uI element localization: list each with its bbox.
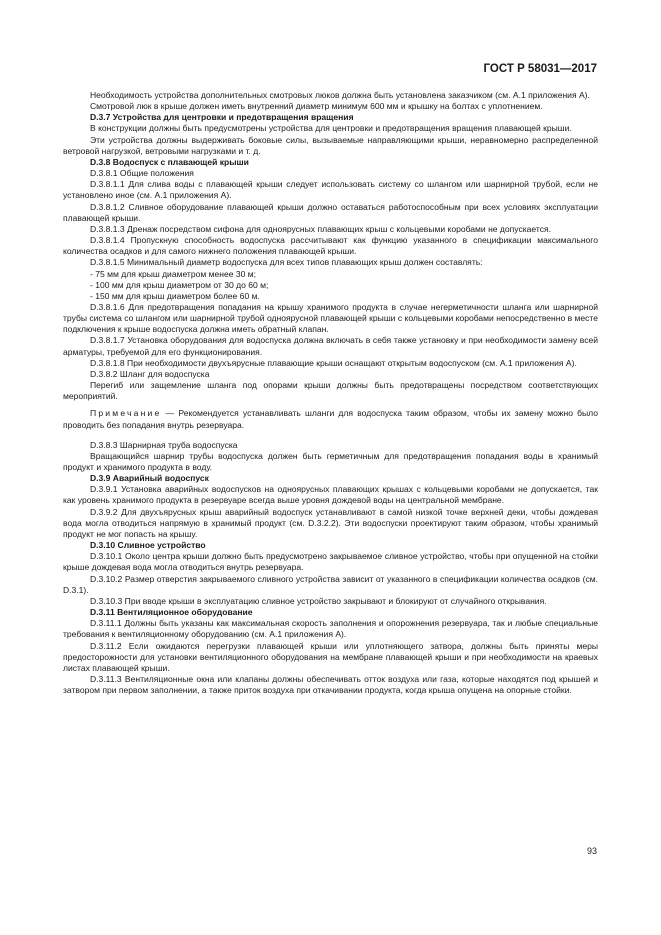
paragraph: D.3.11.3 Вентиляционные окна или клапаны должны обеспечивать отток воздуха или газа, которые находятся под крышей и затвором при первом заполнении, а также приток воздуха при откачивании продукта, когда крыша опущена на опорные стойки. [63, 673, 598, 696]
paragraph: D.3.8.1.8 При необходимости двухъярусные плавающие крыши оснащают открытым водоспуском (см. А.1 приложения А). [90, 357, 577, 368]
subsection-heading: D.3.8.3 Шарнирная труба водоспуска [90, 439, 238, 450]
note [63, 408, 598, 430]
paragraph: Вращающийся шарнир трубы водоспуска должен быть герметичным для предотвращения попадания воды в хранимый продукт и хранимого продукта в воду. [63, 450, 598, 472]
paragraph: D.3.8.1.7 Установка оборудования для водоспуска должна включать в себя также установку и при необходимости замену всей арматуры, требуемой для его функционирования. [63, 335, 598, 357]
paragraph: D.3.8.1.3 Дренаж посредством сифона для одноярусных плавающих крыш с кольцевыми коробами не допускается. [90, 223, 551, 234]
list-item: - 75 мм для крыш диаметром менее 30 м; [90, 268, 256, 279]
section-heading: D.3.11 Вентиляционное оборудование [90, 607, 253, 618]
paragraph: D.3.10.1 Около центра крыши должно быть предусмотрено закрываемое сливное устройство, чтобы при опущенной на стойки крыше дождевая вода могла отводиться внутрь резервуара. [63, 551, 598, 573]
paragraph: Эти устройства должны выдерживать боковые силы, вызываемые направляющими крыши, неравномерно распределенной ветровой нагрузкой, ветровыми нагрузками и т. д. [63, 134, 598, 156]
paragraph: D.3.8.1.4 Пропускную способность водоспуска рассчитывают как функцию указанного в спецификации максимального количества осадков и для самого нижнего положения плавающей крыши. [63, 235, 598, 257]
list-item: - 100 мм для крыш диаметром от 30 до 60 м; [90, 279, 269, 290]
subsection-heading: D.3.8.1 Общие положения [90, 168, 194, 179]
section-heading: D.3.8 Водоспуск с плавающей крыши [90, 156, 249, 167]
section-heading: D.3.7 Устройства для центровки и предотвращения вращения [90, 112, 354, 123]
paragraph: D.3.8.1.6 Для предотвращения попадания на крышу хранимого продукта в случае негерметичности шланга или шарнирной трубы система со шлангом или шарнирной трубой одноярусной плавающей крыши с кольцевыми коробами непосредственно в месте подключения к крыше водоспуска должна иметь обратный клапан. [63, 301, 598, 335]
paragraph: D.3.8.1.5 Минимальный диаметр водоспуска для всех типов плавающих крыш должен составлять: [90, 257, 483, 268]
paragraph: D.3.9.1 Установка аварийных водоспусков на одноярусных плавающих крышах с кольцевыми коробами не допускается, так как уровень хранимого продукта в резервуаре всегда выше уровня дождевой воды на центральной мембране. [63, 484, 598, 506]
paragraph: Перегиб или защемление шланга под опорами крыши должны быть предотвращены посредством соответствующих мероприятий. [63, 380, 598, 402]
paragraph: D.3.8.1.1 Для слива воды с плавающей крыши следует использовать систему со шлангом или шарнирной трубой, если не установлено иное (см. А.1 приложения А). [63, 179, 598, 201]
paragraph: D.3.11.1 Должны быть указаны как максимальная скорость заполнения и опорожнения резервуара, так и любые специальные требования к вентиляционному оборудованию (см. А.1 приложения А). [63, 618, 598, 640]
standard-number: ГОСТ Р 58031—2017 [483, 63, 597, 75]
subsection-heading: D.3.8.2 Шланг для водоспуска [90, 368, 210, 379]
paragraph: D.3.10.2 Размер отверстия закрываемого сливного устройства зависит от указанного в спецификации количества осадков (см. D.3.1). [63, 573, 598, 595]
paragraph: D.3.11.2 Если ожидаются перегрузки плавающей крыши или уплотняющего затвора, должны быть приняты меры предосторожности для установки вентиляционного оборудования на мембране плавающей крыши и при необходимости на краевых листах плавающей крыши. [63, 640, 598, 673]
list-item: - 150 мм для крыш диаметром более 60 м. [90, 290, 260, 301]
paragraph: Необходимость устройства дополнительных смотровых люков должна быть установлена заказчиком (см. А.1 приложения А). [90, 90, 590, 100]
note-label: Примечание [90, 408, 162, 419]
paragraph: D.3.8.1.2 Сливное оборудование плавающей крыши должно оставаться работоспособным при всех условиях эксплуатации плавающей крыши. [63, 201, 598, 223]
section-heading: D.3.10 Сливное устройство [90, 540, 206, 551]
paragraph: Смотровой люк в крыше должен иметь внутренний диаметр минимум 600 мм и крышку на болтах с уплотнением. [90, 101, 543, 112]
paragraph: В конструкции должны быть предусмотрены устройства для центровки и предотвращения вращения плавающей крыши. [90, 123, 572, 134]
section-heading: D.3.9 Аварийный водоспуск [90, 473, 209, 484]
paragraph: D.3.10.3 При вводе крыши в эксплуатацию сливное устройство закрывают и блокируют от случайного открывания. [90, 595, 547, 606]
page-number: 93 [586, 846, 597, 856]
document-body [63, 90, 598, 696]
note-text: — Рекомендуется устанавливать шланги для водоспуска таким образом, чтобы их замену можно было проводить без попадания внутрь резервуара. [63, 408, 598, 430]
paragraph: D.3.9.2 Для двухъярусных крыш аварийный водоспуск устанавливают в самой низкой точке верхней деки, чтобы дождевая вода могла отводиться напрямую в хранимый продукт (см. D.3.2.2). Эти водоспуски проектируют таким образом, чтобы хранимый продукт не мог попасть на крышу. [63, 506, 598, 539]
